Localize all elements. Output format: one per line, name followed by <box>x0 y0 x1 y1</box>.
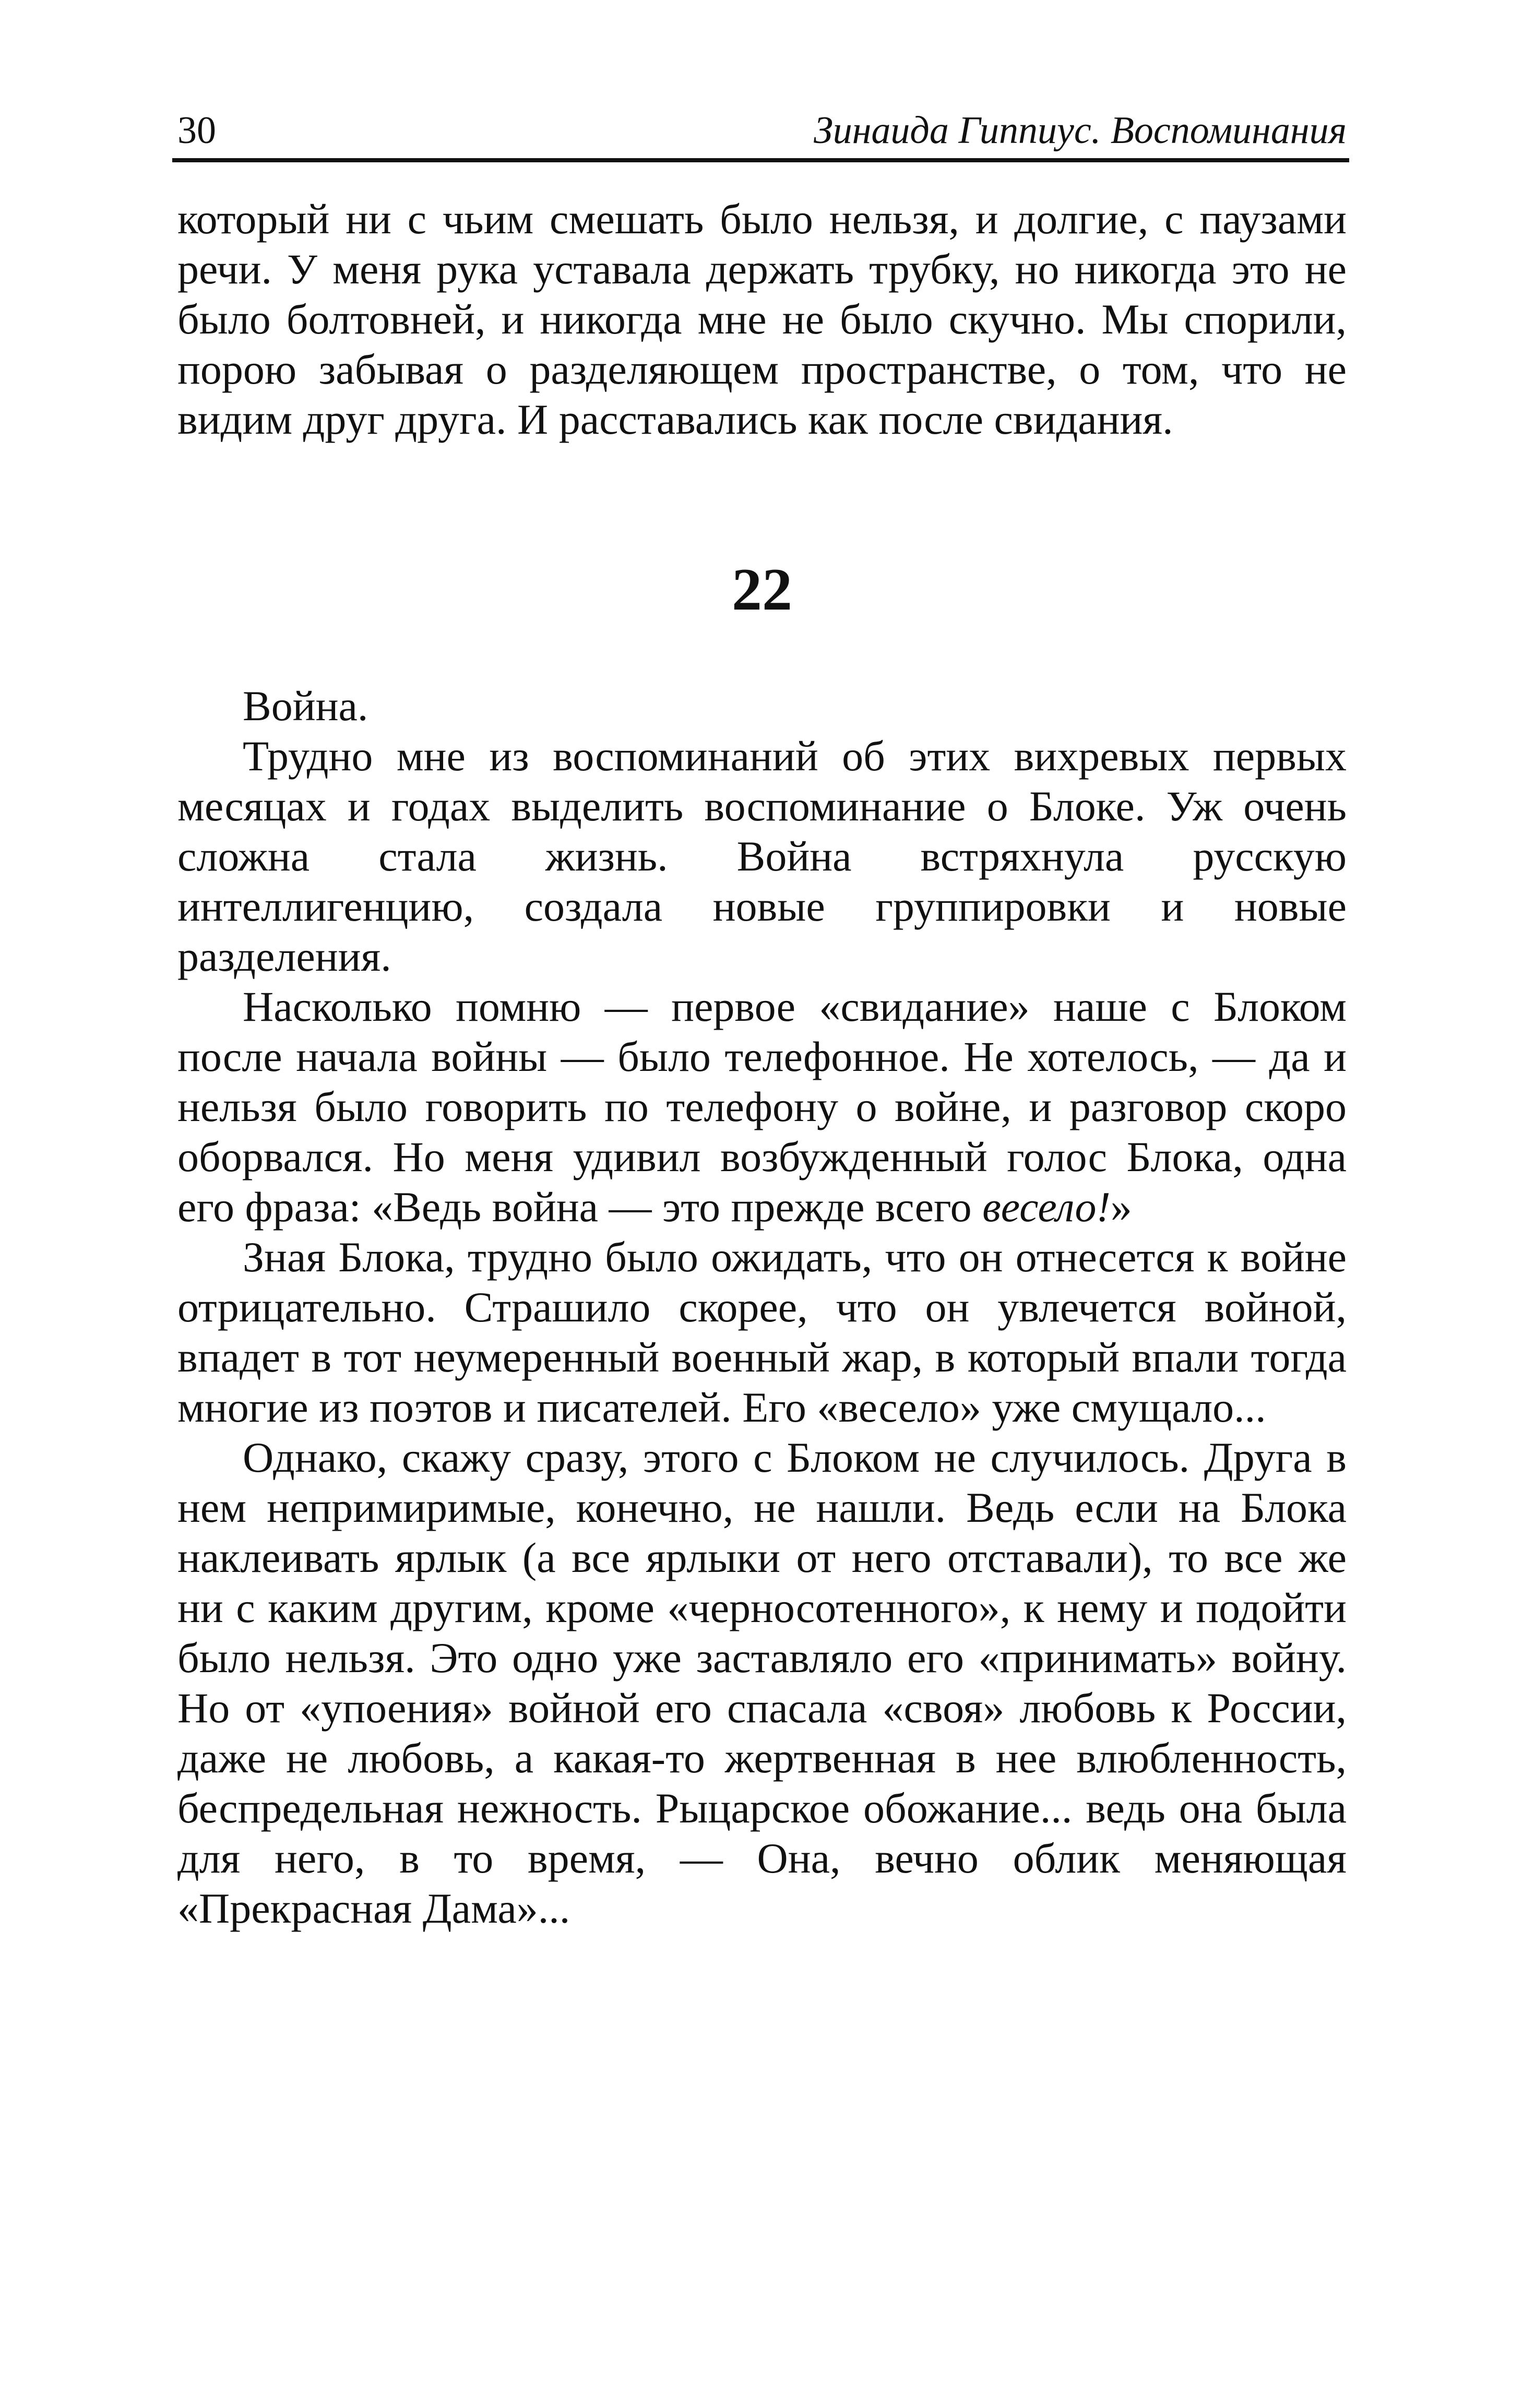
chapter-number: 22 <box>732 556 792 623</box>
page-header <box>177 102 1347 159</box>
chapter-section <box>177 553 1347 1934</box>
continuation-text <box>177 194 1347 445</box>
paragraph: Война. <box>243 682 368 730</box>
italic-word: весело! <box>982 1183 1111 1231</box>
closing-quote: » <box>1110 1183 1132 1231</box>
paragraph: Трудно мне из воспоминаний об этих вихревых первых месяцах и годах выделить воспоминание о Блоке. Уж очень сложна стала жизнь. Война встряхнула русскую интеллигенцию, создала новые группировки и новые разделения. <box>177 732 1347 980</box>
paragraph: Однако, скажу сразу, этого с Блоком не случилось. Друга в нем непримиримые, конечно, не нашли. Ведь если на Блока наклеивать ярлык (а все ярлыки от него отставали), то все же ни с каким другим, кроме «черносотенного», к нему и подойти было нельзя. Это одно уже заставляло его «принимать» войну. Но от «упоения» войной его спасала «своя» любовь к России, даже не любовь, а какая-то жертвенная в нее влюбленность, беспредельная нежность. Рыцарское обожание... ведь она была для него, в то время, — Она, вечно облик меняющая «Прекрасная Дама»... <box>177 1434 1347 1932</box>
paragraph: который ни с чьим смешать было нельзя, и долгие, с паузами речи. У меня рука уставала держать трубку, но никогда это не было болтовней, и никогда мне не было скучно. Мы спорили, порою забывая о разделяющем пространстве, о том, что не видим друг друга. И расставались как после свидания. <box>177 195 1347 443</box>
page-number: 30 <box>177 109 216 152</box>
paragraph <box>177 982 1347 1232</box>
header-rule <box>172 158 1349 162</box>
paragraph: Зная Блока, трудно было ожидать, что он отнесется к войне отрицательно. Страшило скорее, что он увлечется войной, впадет в тот неумеренный военный жар, в который впали тогда многие из поэтов и писателей. Его «весело» уже смущало... <box>177 1233 1347 1431</box>
paragraph-text: Насколько помню — первое «свидание» наше с Блоком после начала войны — было телефонное. Не хотелось, — да и нельзя было говорить по телефону о войне, и разговор скоро оборвался. Но меня удивил возбужденный голос Блока, одна его фраза: «Ведь война — это прежде всего <box>177 983 1347 1231</box>
running-title: Зинаида Гиппиус. Воспоминания <box>814 109 1347 152</box>
